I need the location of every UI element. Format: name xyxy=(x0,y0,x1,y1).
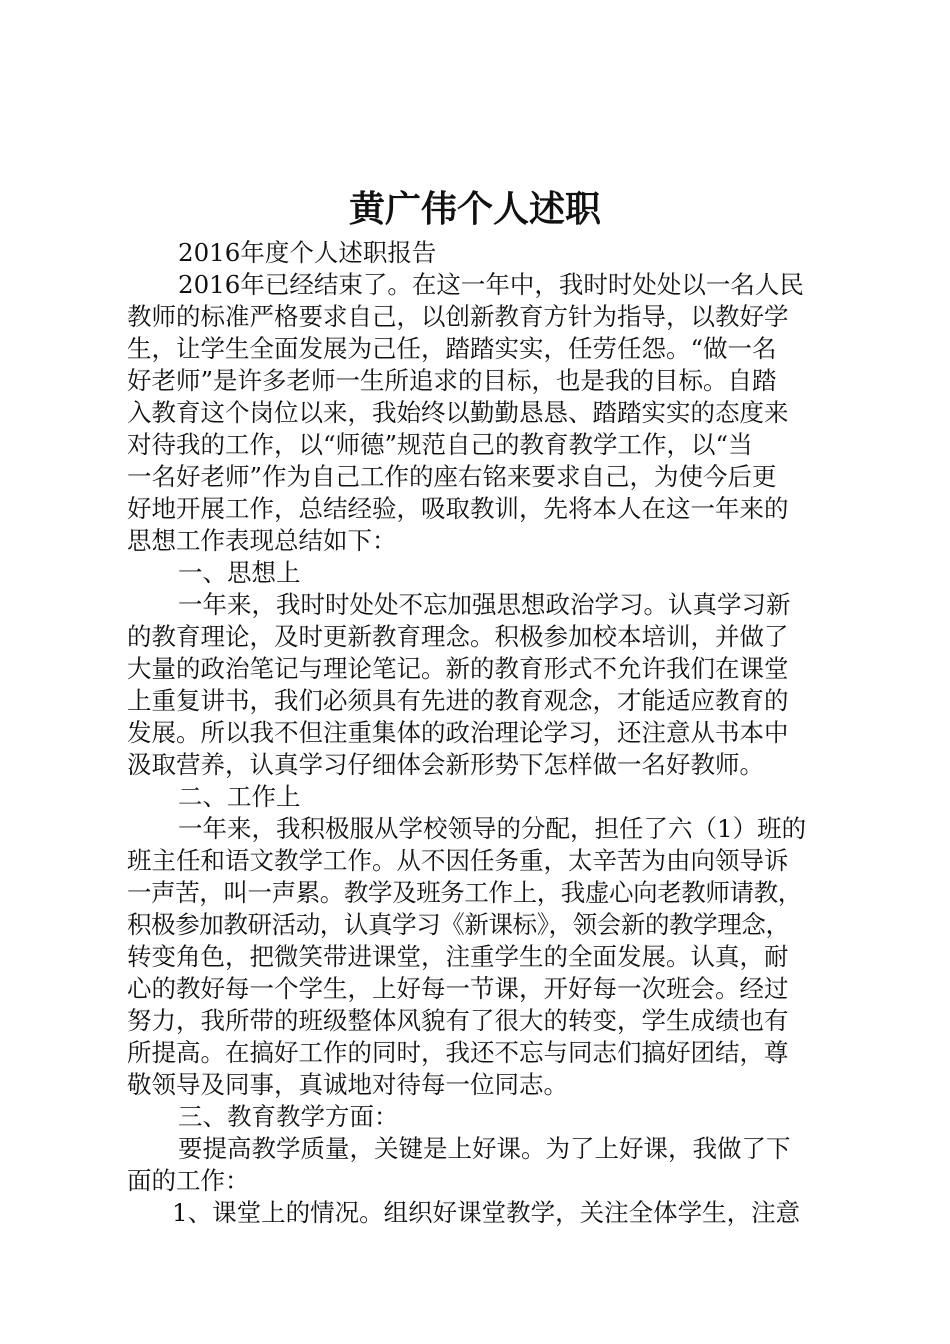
paragraph-line: 汲取营养，认真学习仔细体会新形势下怎样做一名好教师。 xyxy=(127,750,764,779)
section-heading: 一、思想上 xyxy=(178,558,301,587)
paragraph-line: 发展。所以我不但注重集体的政治理论学习，还注意从书本中 xyxy=(127,718,789,747)
paragraph-line: 积极参加教研活动，认真学习《新课标》，领会新的教学理念， xyxy=(127,910,790,939)
paragraph-line: 好地开展工作，总结经验，吸取教训，先将本人在这一年来的 xyxy=(127,494,789,523)
paragraph-line: 要提高教学质量，关键是上好课。为了上好课，我做了下 xyxy=(178,1134,791,1163)
paragraph-line: 大量的政治笔记与理论笔记。新的教育形式不允许我们在课堂 xyxy=(127,654,789,683)
paragraph-line: 的教育理论，及时更新教育理念。积极参加校本培训，并做了 xyxy=(127,622,789,651)
section-heading: 三、教育教学方面： xyxy=(178,1102,399,1131)
report-subtitle: 2016年度个人述职报告 xyxy=(178,238,437,267)
paragraph-line: 敬领导及同事，真诚地对待每一位同志。 xyxy=(127,1070,568,1099)
paragraph-line: 对待我的工作，以“师德”规范自己的教育教学工作，以“当 xyxy=(127,430,753,459)
section-heading: 二、工作上 xyxy=(178,782,301,811)
paragraph-line: 教师的标准严格要求自己，以创新教育方针为指导，以教好学 xyxy=(127,302,789,331)
paragraph-line: 生，让学生全面发展为己任，踏踏实实，任劳任怨。“做一名 xyxy=(127,334,777,363)
paragraph-line: 转变角色，把微笑带进课堂，注重学生的全面发展。认真，耐 xyxy=(127,942,789,971)
paragraph-line: 一名好老师”作为自己工作的座右铭来要求自己，为使今后更 xyxy=(127,462,777,491)
paragraph-line: 上重复讲书，我们必须具有先进的教育观念，才能适应教育的 xyxy=(127,686,789,715)
paragraph-line: 思想工作表现总结如下： xyxy=(127,526,397,555)
paragraph-line: 一声苦，叫一声累。教学及班务工作上，我虚心向老教师请教， xyxy=(127,878,802,907)
paragraph-line: 所提高。在搞好工作的同时，我还不忘与同志们搞好团结，尊 xyxy=(127,1038,789,1067)
paragraph-line: 1、课堂上的情况。组织好课堂教学，关注全体学生，注意 xyxy=(172,1198,801,1227)
paragraph-line: 2016年已经结束了。在这一年中，我时时处处以一名人民 xyxy=(178,270,804,299)
paragraph-line: 努力，我所带的班级整体风貌有了很大的转变，学生成绩也有 xyxy=(127,1006,789,1035)
paragraph-line: 好老师”是许多老师一生所追求的目标，也是我的目标。自踏 xyxy=(127,366,777,395)
document-title: 黄广伟个人述职 xyxy=(348,188,601,230)
paragraph-line: 面的工作： xyxy=(127,1166,250,1195)
paragraph-line: 班主任和语文教学工作。从不因任务重，太辛苦为由向领导诉 xyxy=(127,846,789,875)
paragraph-line: 一年来，我时时处处不忘加强思想政治学习。认真学习新 xyxy=(178,590,791,619)
paragraph-line: 入教育这个岗位以来，我始终以勤勤恳恳、踏踏实实的态度来 xyxy=(127,398,789,427)
paragraph-line: 一年来，我积极服从学校领导的分配，担任了六（1）班的 xyxy=(178,814,807,843)
paragraph-line: 心的教好每一个学生，上好每一节课，开好每一次班会。经过 xyxy=(127,974,789,1003)
